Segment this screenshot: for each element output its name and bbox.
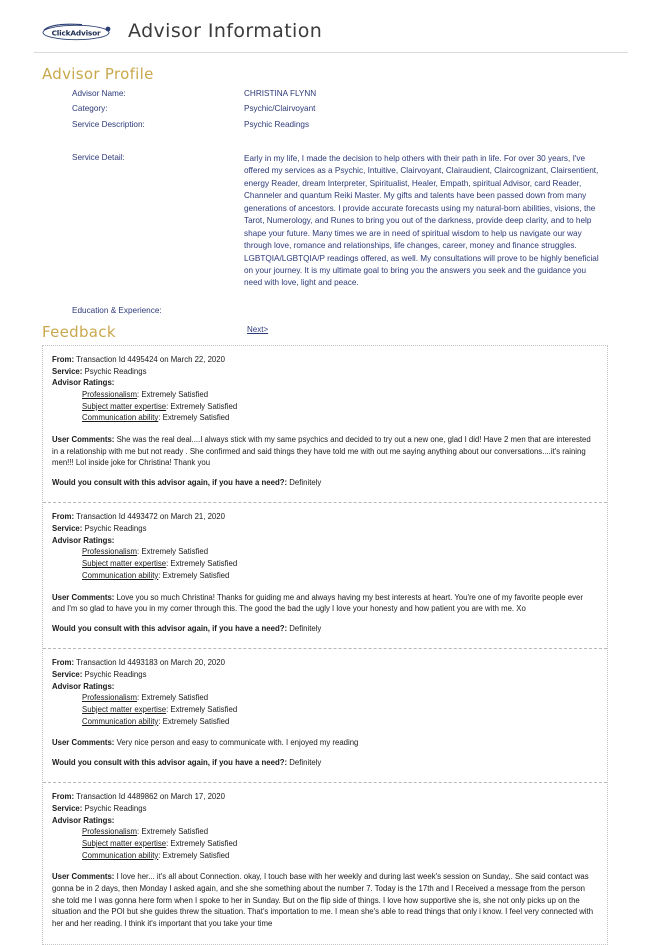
profile-row-name [0,89,650,99]
rating-professionalism-value: Extremely Satisfied [141,827,209,837]
consult-again-label: Would you consult with this advisor again, if you have a need?: [52,757,288,767]
service-value: Psychic Readings [84,803,147,813]
rating-communication-value: Extremely Satisfied [162,850,230,860]
education-experience-value [244,306,650,315]
colon-2: : [166,704,171,714]
colon-3: : [158,716,163,726]
feedback-entry [43,346,607,503]
rating-professionalism [82,692,598,704]
colon-3: : [158,570,163,580]
service-value: Psychic Readings [84,366,147,376]
page-title: Advisor Information [128,20,323,42]
service-detail-value: Early in my life, I made the decision to help others with their path in life. For over 30 years, I've offered my services as a Psychic, Intuitive, Clairvoyant, Clairaudient, Claircognizant, Clairsentient, energy Reader, dream Interpreter, Spiritualist, Healer, Empath, spiritual Advisor, card Reader, Channeler and quantum Reiki Master. My gifts and talents have been passed down from many generations of ancestors. I provide accurate forecasts using my natural-born abilities, visions, the Tarot, Numerology, and Runes to bring you out of the darkness, provide deep clarity, and to help shape your future. Many times we are in need of spiritual wisdom to help us navigate our way through love, romance and relationships, life changes, career, money and finance struggles. LGBTQIA/LGBTQIA/P readings offered, as well. My consultations will prove to be highly beneficial on your journey. It is my ultimate goal to bring you the answers you seek and the guidance you need with love, light and peace. [244,153,599,288]
from-value: Transaction Id 4493472 on March 21, 2020 [76,512,225,522]
colon-3: : [158,413,163,423]
from-value: Transaction Id 4495424 on March 22, 2020 [76,354,225,364]
service-description-value: Psychic Readings [244,119,310,129]
rating-subject-matter [82,558,598,570]
rating-subject-value: Extremely Satisfied [170,839,238,848]
colon-1: : [137,827,142,837]
feedback-service [52,669,598,681]
feedback-entry [43,649,607,783]
feedback-from [52,791,598,803]
rating-communication-label: Communication ability [82,850,159,860]
rating-subject-label: Subject matter expertise [82,401,167,411]
advisor-ratings-label: Advisor Ratings: [52,378,115,388]
colon-1: : [137,547,142,557]
feedback-from [52,511,598,523]
consult-again-label: Would you consult with this advisor again, if you have a need?: [52,477,288,487]
rating-subject-value: Extremely Satisfied [170,704,238,714]
service-label: Service: [52,366,83,376]
advisor-ratings-label: Advisor Ratings: [52,815,115,825]
rating-subject-matter [82,401,598,413]
clickadvisor-logo-icon [42,23,114,42]
education-experience-label: Education & Experience: [72,305,162,315]
colon-2: : [166,839,171,848]
from-label: From: [52,792,75,802]
profile-row-service-detail [0,153,650,290]
rating-subject-label: Subject matter expertise [82,559,167,569]
service-description-label: Service Description: [72,119,145,129]
advisor-profile-section [0,83,650,315]
feedback-entry [43,503,607,649]
consult-again-answer: Definitely [289,477,322,487]
service-detail-label: Service Detail: [72,152,125,162]
user-comments-label: User Comments: [52,738,115,748]
rating-professionalism-label: Professionalism [82,547,138,557]
svg-text:ClickAdvisor: ClickAdvisor [51,27,101,37]
feedback-from [52,354,598,366]
user-comments-label: User Comments: [52,592,115,602]
service-label: Service: [52,803,83,813]
page-header [0,0,650,48]
from-label: From: [52,658,75,668]
user-comments-value: She was the real deal....I always stick with my same psychics and decided to try out a new one, glad I did! Have 2 men that are interested in a relationship with me but not ready . She confirmed and said things they have told me with out me saying anything about our conversations....it's raining men!!! Lol inside joke for Christina! Thank you [52,435,591,468]
rating-communication [82,412,598,424]
category-label: Category: [72,104,108,114]
service-value: Psychic Readings [84,524,147,534]
rating-communication-value: Extremely Satisfied [162,413,230,423]
feedback-list [42,345,608,945]
advisor-ratings-label: Advisor Ratings: [52,535,115,545]
from-label: From: [52,512,75,522]
rating-subject-label: Subject matter expertise [82,839,167,848]
service-label: Service: [52,524,83,534]
feedback-comments [52,871,598,929]
rating-professionalism-label: Professionalism [82,389,138,399]
rating-subject-value: Extremely Satisfied [170,559,238,569]
feedback-heading: Feedback [42,322,116,341]
advisor-ratings-label: Advisor Ratings: [52,681,115,691]
rating-professionalism-value: Extremely Satisfied [141,389,209,399]
from-value: Transaction Id 4489862 on March 17, 2020 [76,792,225,802]
rating-professionalism-value: Extremely Satisfied [141,693,209,703]
rating-professionalism [82,389,598,401]
colon-3: : [158,850,163,860]
rating-professionalism-label: Professionalism [82,827,138,837]
rating-professionalism-value: Extremely Satisfied [141,547,209,557]
rating-subject-matter [82,704,598,716]
consult-again-answer: Definitely [289,757,322,767]
profile-row-education [0,306,650,315]
rating-subject-matter [82,838,598,850]
feedback-service [52,366,598,378]
profile-row-service-description [0,120,650,130]
feedback-question [52,623,598,635]
service-label: Service: [52,669,83,679]
advisor-name-label: Advisor Name: [72,89,126,98]
user-comments-value: Love you so much Christina! Thanks for guiding me and always having my best interests at heart. You're one of my favorite people ever and I'm so glad to have you in my corner through this. The good the bad the ugly I love your honesty and how patient you are with me. Xo [52,592,583,614]
rating-communication-value: Extremely Satisfied [162,716,230,726]
rating-subject-label: Subject matter expertise [82,704,167,714]
feedback-from [52,657,598,669]
rating-subject-value: Extremely Satisfied [170,401,238,411]
service-value: Psychic Readings [84,669,147,679]
colon-2: : [166,559,171,569]
from-value: Transaction Id 4493183 on March 20, 2020 [76,658,225,668]
feedback-comments [52,737,598,749]
rating-communication-label: Communication ability [82,716,159,726]
next-page-link[interactable]: Next> [247,324,269,334]
rating-communication [82,570,598,582]
feedback-entry [43,783,607,943]
colon-1: : [137,693,142,703]
rating-communication-value: Extremely Satisfied [162,570,230,580]
rating-communication-label: Communication ability [82,570,159,580]
user-comments-label: User Comments: [52,435,115,445]
rating-communication-label: Communication ability [82,413,159,423]
header-divider [34,52,628,53]
colon-1: : [137,389,142,399]
feedback-question [52,757,598,769]
colon-2: : [166,401,171,411]
from-label: From: [52,354,75,364]
feedback-service [52,523,598,535]
rating-communication [82,716,598,728]
rating-professionalism [82,826,598,838]
user-comments-value: Very nice person and easy to communicate with. I enjoyed my reading [116,738,359,748]
rating-communication [82,850,598,862]
user-comments-value: I love her... it's all about Connection. okay, I touch base with her weekly and during last week's session on Sunday,. She said contact was gonna be in 2 days, then Monday I asked again, and she she something about the number 7. Today is the 17th and I Received a message from the person she told me I was gonna here form when I spoke to her in Sunday. But on the flip side of things. I love how supportive she is, she not only picks up on the situation and the POI but she guides threw the situation. That's importation to me. I mean she's able to read things that only i know. I feel very connected with her and her reading. I think it's important that you take your time [52,872,594,929]
feedback-header-row [0,323,650,341]
feedback-comments [52,434,598,469]
advisor-profile-heading: Advisor Profile [42,65,154,83]
feedback-comments [52,592,598,615]
feedback-question [52,477,598,489]
feedback-service [52,803,598,815]
advisor-name-value: CHRISTINA FLYNN [244,89,317,98]
profile-row-category [0,104,650,114]
category-value: Psychic/Clairvoyant [244,104,316,114]
consult-again-label: Would you consult with this advisor again, if you have a need?: [52,623,288,633]
user-comments-label: User Comments: [52,872,115,882]
consult-again-answer: Definitely [289,623,322,633]
rating-professionalism [82,546,598,558]
rating-professionalism-label: Professionalism [82,693,138,703]
